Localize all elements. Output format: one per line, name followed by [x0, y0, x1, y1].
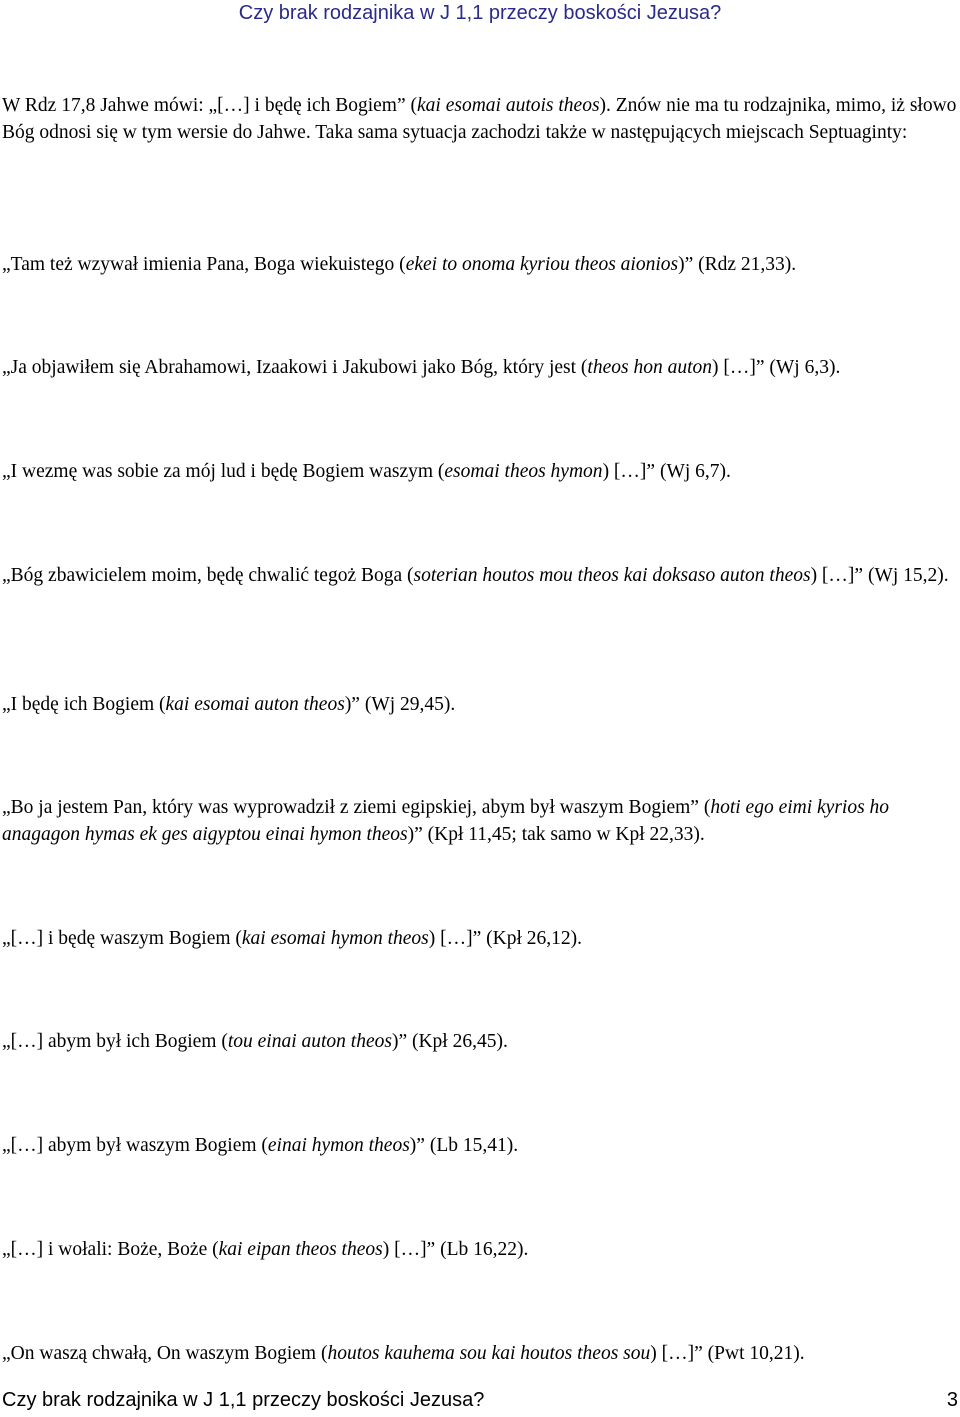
quote-greek: kai eipan theos theos — [218, 1239, 383, 1260]
running-footer — [2, 1389, 958, 1412]
quote-greek: esomai theos hymon — [444, 461, 603, 482]
quote-greek: soterian houtos mou theos kai doksaso auton theos — [413, 565, 811, 586]
quote-pwt-10-21 — [2, 1340, 960, 1367]
intro-greek-phrase: kai esomai autois theos — [417, 95, 600, 116]
quote-text: „[…] i będę waszym Bogiem ( — [2, 928, 242, 949]
running-header: Czy brak rodzajnika w J 1,1 przeczy boskości Jezusa? — [238, 2, 722, 24]
quote-kpl-26-45 — [2, 1028, 960, 1055]
quote-lb-16-22 — [2, 1236, 960, 1263]
quote-reference: ) […]” (Wj 15,2). — [810, 565, 949, 586]
quote-greek: ekei to onoma kyriou theos aionios — [405, 254, 679, 275]
quote-greek: einai hymon theos — [267, 1135, 410, 1156]
intro-paragraph — [2, 92, 960, 146]
quote-text: „Ja objawiłem się Abrahamowi, Izaakowi i Jakubowi jako Bóg, który jest ( — [2, 357, 588, 378]
quote-kpl-26-12 — [2, 925, 960, 952]
quote-greek: tou einai auton theos — [227, 1031, 392, 1052]
quote-text: „I będę ich Bogiem ( — [2, 694, 166, 715]
quote-reference: ) […]” (Wj 6,3). — [712, 357, 841, 378]
quote-reference: )” (Rdz 21,33). — [678, 254, 797, 275]
quote-reference: ) […]” (Pwt 10,21). — [650, 1343, 805, 1364]
quote-wj-6-7 — [2, 458, 960, 485]
quote-wj-6-3 — [2, 354, 960, 381]
quote-text: „On waszą chwałą, On waszym Bogiem ( — [2, 1343, 328, 1364]
intro-text-1: W Rdz 17,8 Jahwe mówi: „[…] i będę ich Bogiem” ( — [2, 95, 417, 116]
quote-text: „[…] i wołali: Boże, Boże ( — [2, 1239, 219, 1260]
quote-wj-29-45 — [2, 691, 960, 718]
quote-text: „I wezmę was sobie za mój lud i będę Bogiem waszym ( — [2, 461, 445, 482]
quote-greek: houtos kauhema sou kai houtos theos sou — [327, 1343, 651, 1364]
quote-reference: )” (Kpł 11,45; tak samo w Kpł 22,33). — [407, 824, 705, 845]
quote-reference: ) […]” (Wj 6,7). — [602, 461, 731, 482]
quote-text: „Bo ja jestem Pan, który was wyprowadził z ziemi egipskiej, abym był waszym Bogiem” ( — [2, 797, 711, 818]
quote-reference: )” (Wj 29,45). — [344, 694, 456, 715]
quote-reference: ) […]” (Kpł 26,12). — [428, 928, 582, 949]
page-number: 3 — [946, 1389, 958, 1411]
quote-reference: )” (Lb 15,41). — [409, 1135, 519, 1156]
quote-text: „[…] abym był ich Bogiem ( — [2, 1031, 228, 1052]
quote-wj-15-2 — [2, 562, 960, 589]
intro-text-2: ). Znów nie ma tu rodzajnika, mimo, iż słowo Bóg odnosi się w tym wersie do Jahwe. Taka sama sytuacja zachodzi także w następujących miejscach Septuaginty: — [2, 95, 957, 143]
quote-greek: kai esomai auton theos — [165, 694, 345, 715]
footer-title: Czy brak rodzajnika w J 1,1 przeczy boskości Jezusa? — [2, 1389, 485, 1411]
quote-text: „Tam też wzywał imienia Pana, Boga wiekuistego ( — [2, 254, 406, 275]
quote-greek: theos hon auton — [587, 357, 713, 378]
quote-kpl-11-45 — [2, 794, 960, 848]
quote-text: „[…] abym był waszym Bogiem ( — [2, 1135, 268, 1156]
quote-text: „Bóg zbawicielem moim, będę chwalić tegoż Boga ( — [2, 565, 414, 586]
quote-greek: hoti ego eimi kyrios ho anagagon hymas ek ges aigyptou einai hymon theos — [2, 797, 890, 845]
quote-reference: )” (Kpł 26,45). — [391, 1031, 508, 1052]
quote-reference: ) […]” (Lb 16,22). — [382, 1239, 529, 1260]
quote-rdz-21-33 — [2, 251, 960, 278]
quote-lb-15-41 — [2, 1132, 960, 1159]
quote-greek: kai esomai hymon theos — [241, 928, 429, 949]
